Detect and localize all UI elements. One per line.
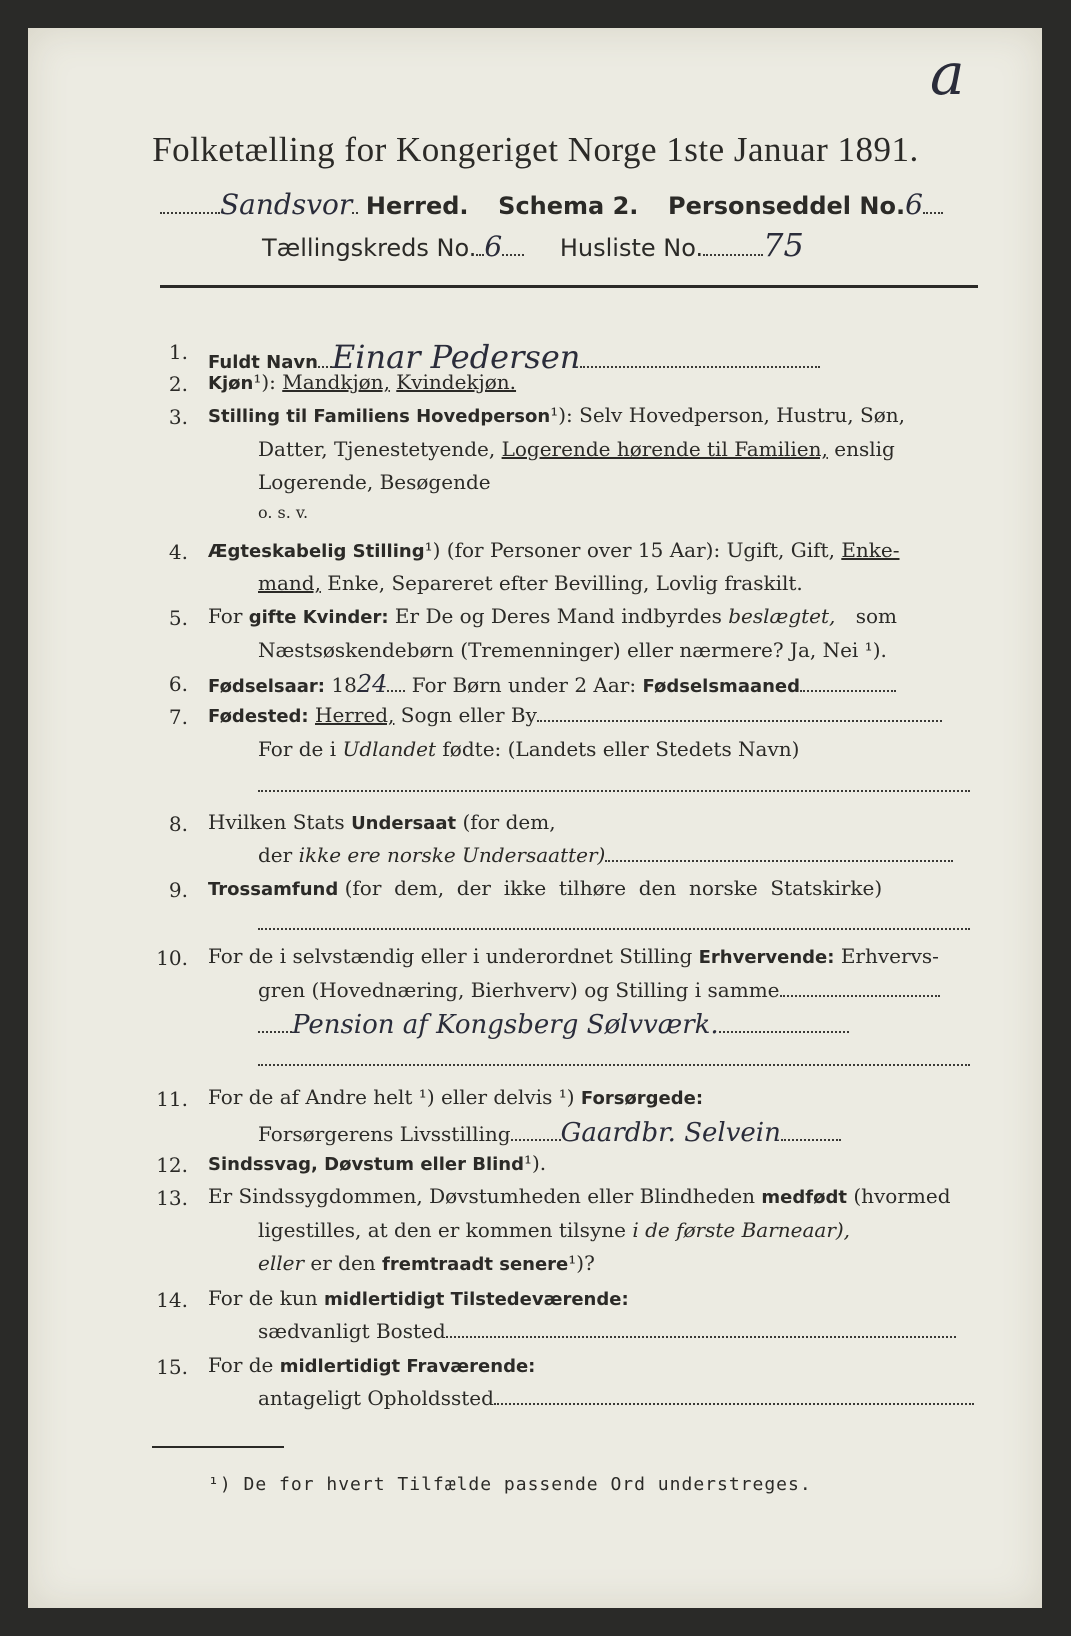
q9-line: Trossamfund (for dem, der ikke tilhøre den norske Statskirke) (208, 876, 883, 900)
q13-line1: Er Sindssygdommen, Døvstumheden eller Blindheden medfødt (hvormed (208, 1184, 951, 1208)
kreds-value: 6 (484, 230, 503, 263)
q7-blank-line (258, 790, 970, 792)
q10-line2: gren (Hovednæring, Bierhverv) og Stilling i samme (258, 978, 940, 1002)
q1-number: 1. (168, 340, 188, 364)
q9-number: 9. (168, 878, 188, 902)
q14-line2: sædvanligt Bosted (258, 1319, 956, 1343)
husliste-value: 75 (763, 226, 804, 264)
q10-number: 10. (156, 946, 188, 970)
q8-number: 8. (168, 812, 188, 836)
q4-number: 4. (168, 540, 188, 564)
q13-line3: eller er den fremtraadt senere¹)? (258, 1251, 595, 1275)
q15-number: 15. (156, 1355, 188, 1379)
corner-handwritten-mark: a (930, 40, 965, 108)
q15-line2: antageligt Opholdssted (258, 1386, 974, 1410)
personseddel-label: Personseddel No. (668, 192, 906, 220)
q10-value: Pension af Kongsberg Sølvværk. (292, 1010, 719, 1040)
q2-option-mandkjon: Mandkjøn, (282, 370, 390, 394)
q7-number: 7. (168, 705, 188, 729)
q3-line2: Datter, Tjenestetyende, Logerende hørende til Familien, enslig (258, 437, 895, 461)
q3-line4: o. s. v. (258, 503, 309, 522)
q3-line1: Stilling til Familiens Hovedperson¹): Selv Hovedperson, Hustru, Søn, (208, 403, 905, 427)
q12-number: 12. (156, 1153, 188, 1177)
schema-label: Schema 2. (498, 192, 639, 220)
q6-birthyear-value: 24 (356, 670, 388, 698)
q3-number: 3. (168, 405, 188, 429)
q5-line2: Næstsøskendebørn (Tremenninger) eller nærmere? Ja, Nei ¹). (258, 638, 887, 662)
form-title: Folketælling for Kongeriget Norge 1ste Januar 1891. (152, 130, 919, 169)
footnote: ¹) De for hvert Tilfælde passende Ord understreges. (208, 1474, 812, 1495)
q2-option-kvindekjon: Kvindekjøn. (396, 370, 517, 394)
kreds-label: Tællingskreds No. (262, 234, 477, 262)
herred-value: Sandsvor (220, 188, 353, 221)
footnote-rule (152, 1446, 284, 1448)
q4-line2: mand, Enke, Separeret efter Bevilling, Lovlig fraskilt. (258, 571, 803, 595)
personseddel-value: 6 (905, 188, 923, 221)
q10-line3 (258, 1010, 849, 1040)
herred-label: Herred. (365, 192, 469, 220)
q4-line1: Ægteskabelig Stilling¹) (for Personer over 15 Aar): Ugift, Gift, Enke- (208, 538, 900, 562)
q10-line1: For de i selvstændig eller i underordnet Stilling Erhvervende: Erhvervs- (208, 944, 939, 968)
q6-line: Fødselsaar: 1824 For Børn under 2 Aar: Fødselsmaaned (208, 670, 896, 698)
header-kreds-line (262, 226, 804, 264)
q3-line3: Logerende, Besøgende (258, 470, 491, 494)
q2-number: 2. (168, 372, 188, 396)
husliste-label: Husliste No. (559, 234, 704, 262)
q7-line2: For de i Udlandet fødte: (Landets eller Stedets Navn) (258, 737, 800, 761)
q1-label: Fuldt Navn (208, 352, 318, 373)
q11-value: Gaardbr. Selvein (560, 1118, 781, 1148)
header-herred-line (160, 188, 943, 221)
q14-number: 14. (156, 1288, 188, 1312)
q5-line1: For gifte Kvinder: Er De og Deres Mand indbyrdes beslægtet, som (208, 604, 898, 628)
q8-line2: der ikke ere norske Undersaatter) (258, 843, 953, 867)
q5-number: 5. (168, 606, 188, 630)
q6-number: 6. (168, 672, 188, 696)
q11-line1: For de af Andre helt ¹) eller delvis ¹) Forsørgede: (208, 1085, 704, 1109)
q7-line1: Fødested: Herred, Sogn eller By (208, 703, 942, 727)
q9-blank-line (258, 928, 970, 930)
q8-line1: Hvilken Stats Undersaat (for dem, (208, 810, 556, 834)
q12-line: Sindssvag, Døvstum eller Blind¹). (208, 1151, 547, 1175)
q3-underlined-choice: Logerende hørende til Familien, (501, 437, 828, 461)
header-rule (160, 285, 978, 288)
q2-line: Kjøn¹): Mandkjøn, Kvindekjøn. (208, 370, 517, 394)
q11-number: 11. (156, 1087, 188, 1111)
q13-number: 13. (156, 1186, 188, 1210)
q1-value: Einar Pedersen (331, 338, 581, 376)
q10-blank-line (258, 1064, 970, 1066)
q11-line2: Forsørgerens Livsstilling Gaardbr. Selvein (258, 1118, 841, 1148)
q13-line2: ligestilles, at den er kommen tilsyne i de første Barneaar), (258, 1218, 851, 1242)
q15-line1: For de midlertidigt Fraværende: (208, 1353, 536, 1377)
q14-line1: For de kun midlertidigt Tilstedeværende: (208, 1286, 629, 1310)
